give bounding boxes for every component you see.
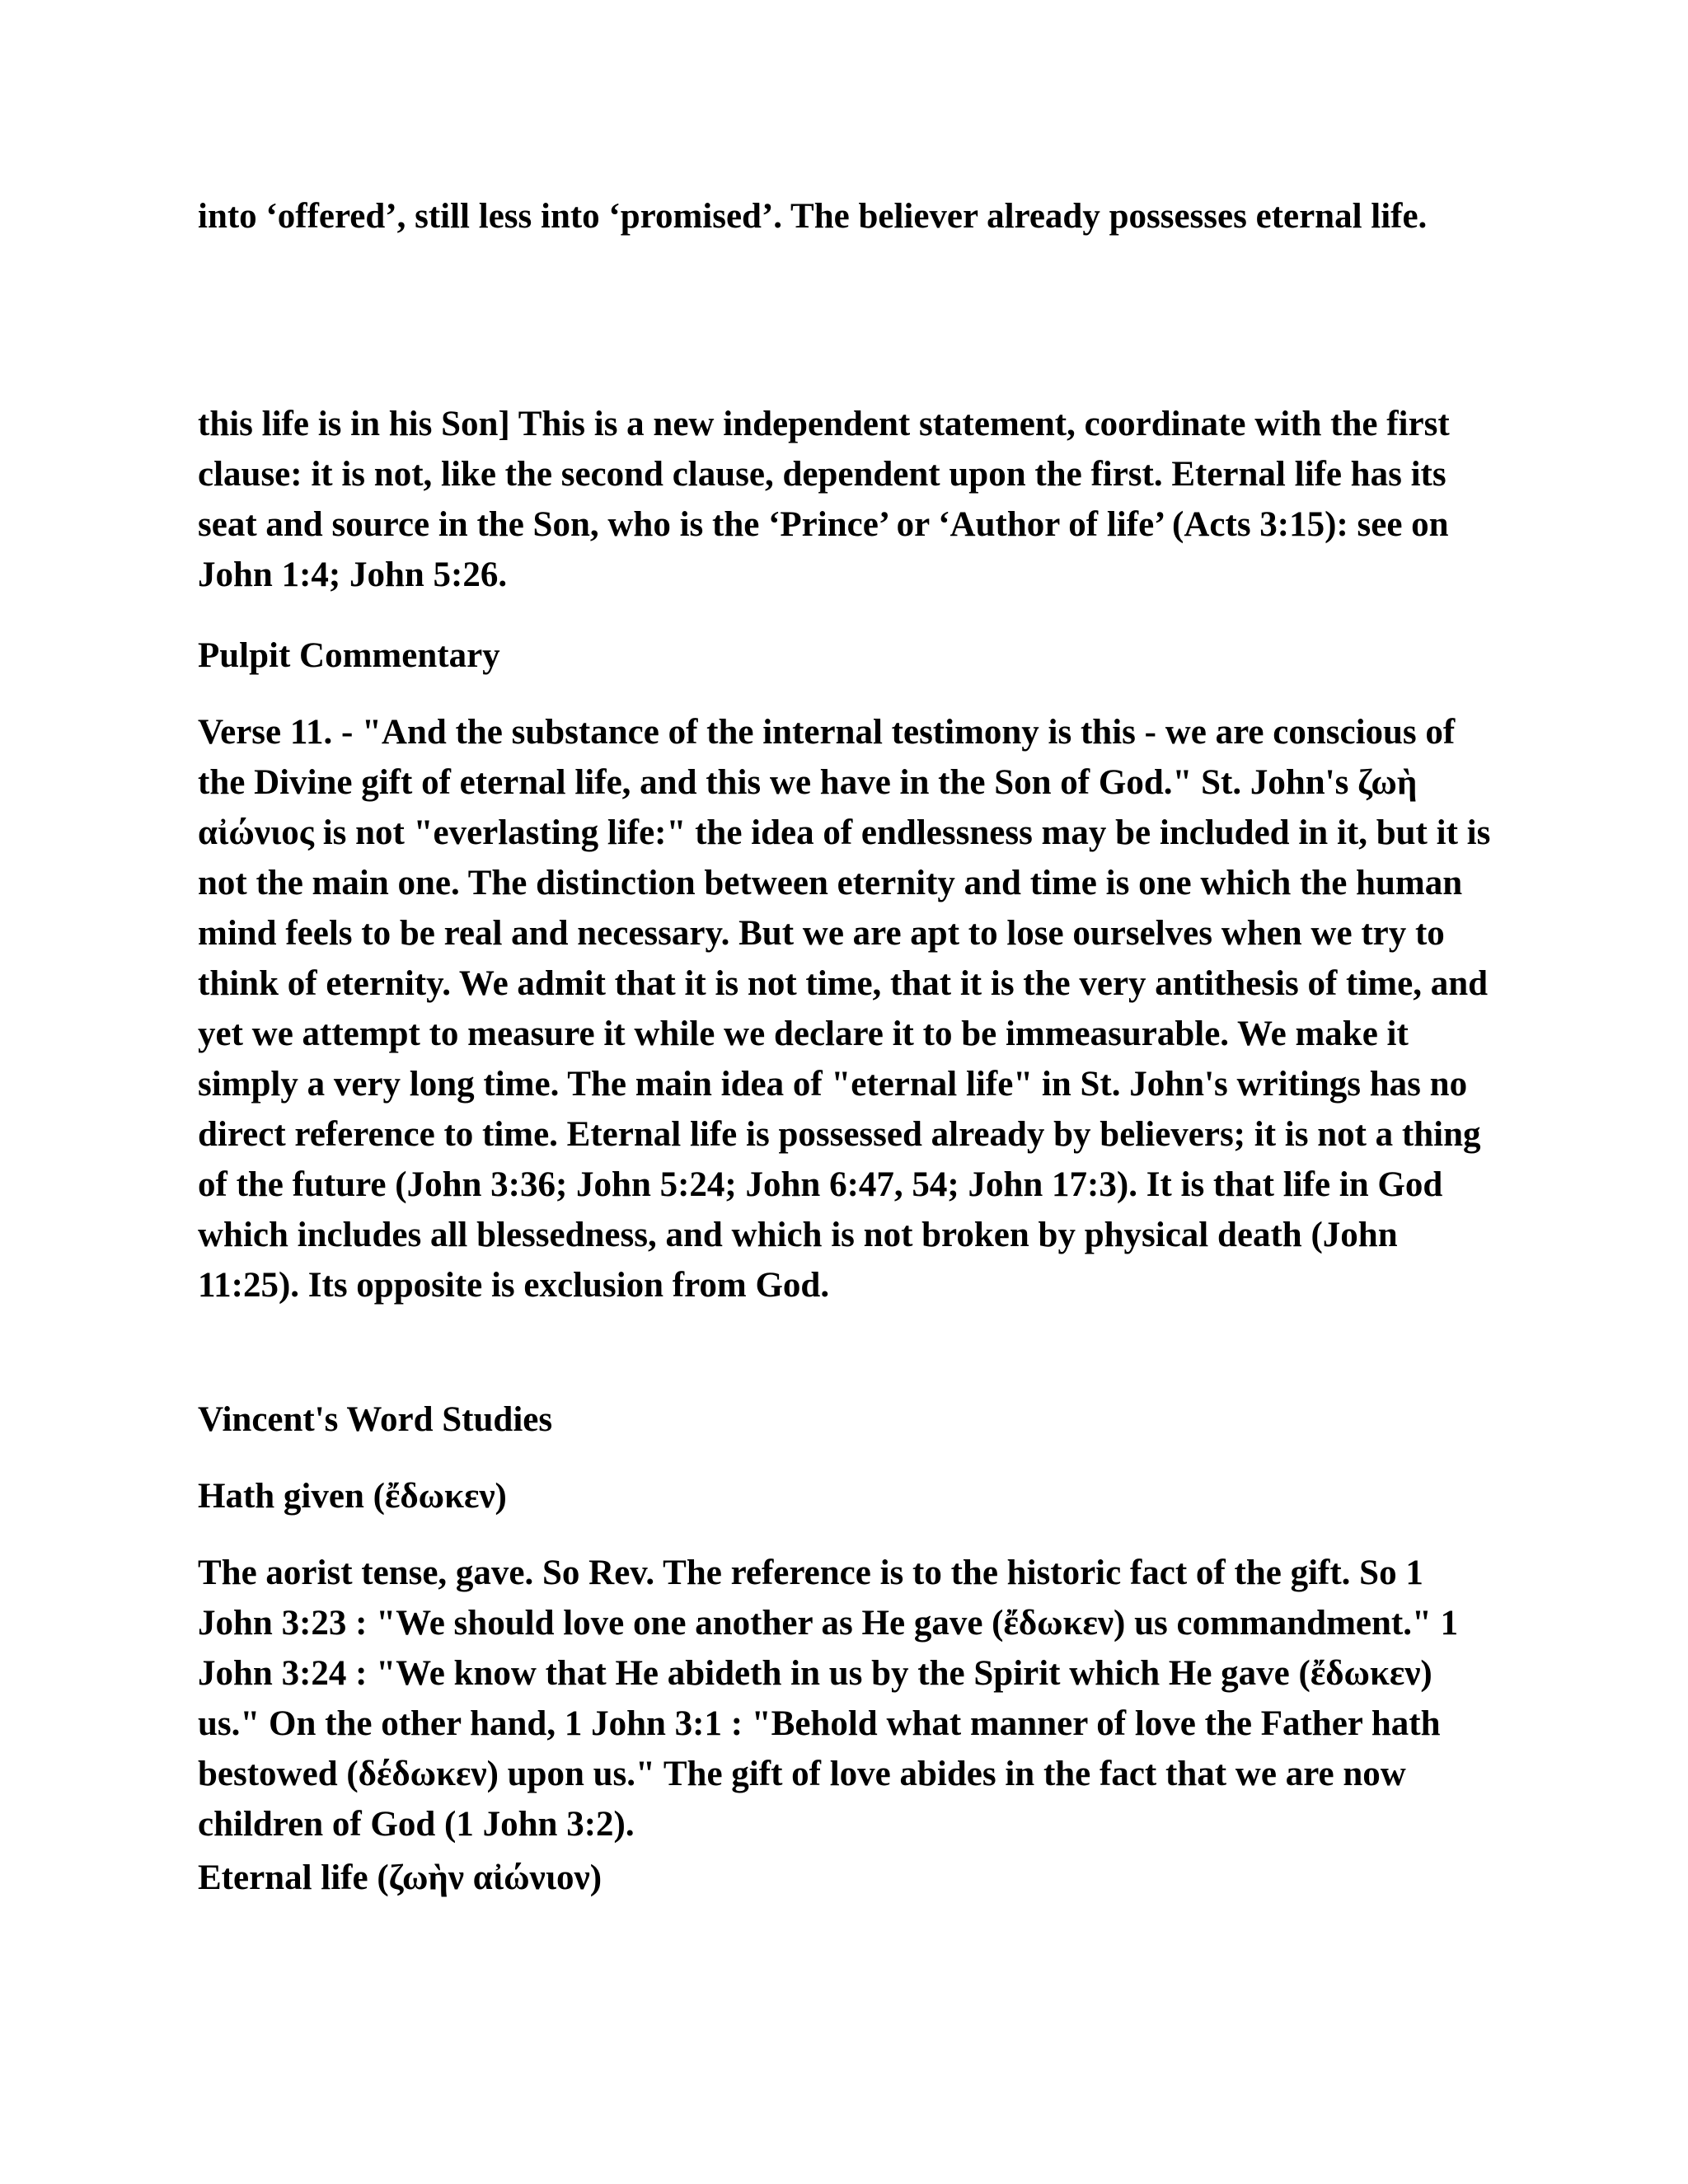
- paragraph-verse-11: Verse 11. - "And the substance of the internal testimony is this - we are conscious of the Divine gift of eternal life, and this we have in the Son of God." St. John's ζωὴ αἰώνιος is not "everlasting life:" the idea of endlessness may be included in it, but it is not the main one. The distinction between eternity and time is one which the human mind feels to be real and necessary. But we are apt to lose ourselves when we try to think of eternity. We admit that it is not time, that it is the very antithesis of time, and yet we attempt to measure it while we declare it to be immeasurable. We make it simply a very long time. The main idea of "eternal life" in St. John's writings has no direct reference to time. Eternal life is possessed already by believers; it is not a thing of the future (John 3:36; John 5:24; John 6:47, 54; John 17:3). It is that life in God which includes all blessedness, and which is not broken by physical death (John 11:25). Its opposite is exclusion from God.: [198, 713, 1491, 1305]
- paragraph-life-in-son: this life is in his Son] This is a new independent statement, coordinate with the first clause: it is not, like the second clause, dependent upon the first. Eternal life has its seat and source in the Son, who is the ‘Prince’ or ‘Author of life’ (Acts 3:15): see on John 1:4; John 5:26.: [198, 405, 1450, 594]
- paragraph-aorist-tense: The aorist tense, gave. So Rev. The reference is to the historic fact of the gift. So 1 John 3:23 : "We should love one another as He gave (ἔδωκεν) us commandment." 1 John 3:24 : "We know that He abideth in us by the Spirit which He gave (ἔδωκεν) us." On the other hand, 1 John 3:1 : "Behold what manner of love the Father hath bestowed (δέδωκεν) upon us." The gift of love abides in the fact that we are now children of God (1 John 3:2).: [198, 1554, 1459, 1844]
- heading-pulpit-commentary: Pulpit Commentary: [198, 636, 500, 675]
- paragraph-offered-promised: into ‘offered’, still less into ‘promised’. The believer already possesses eternal life.: [198, 197, 1428, 236]
- heading-hath-given: Hath given (ἔδωκεν): [198, 1477, 507, 1516]
- heading-eternal-life: Eternal life (ζωὴν αἰώνιον): [198, 1858, 603, 1897]
- heading-vincents-word-studies: Vincent's Word Studies: [198, 1400, 553, 1439]
